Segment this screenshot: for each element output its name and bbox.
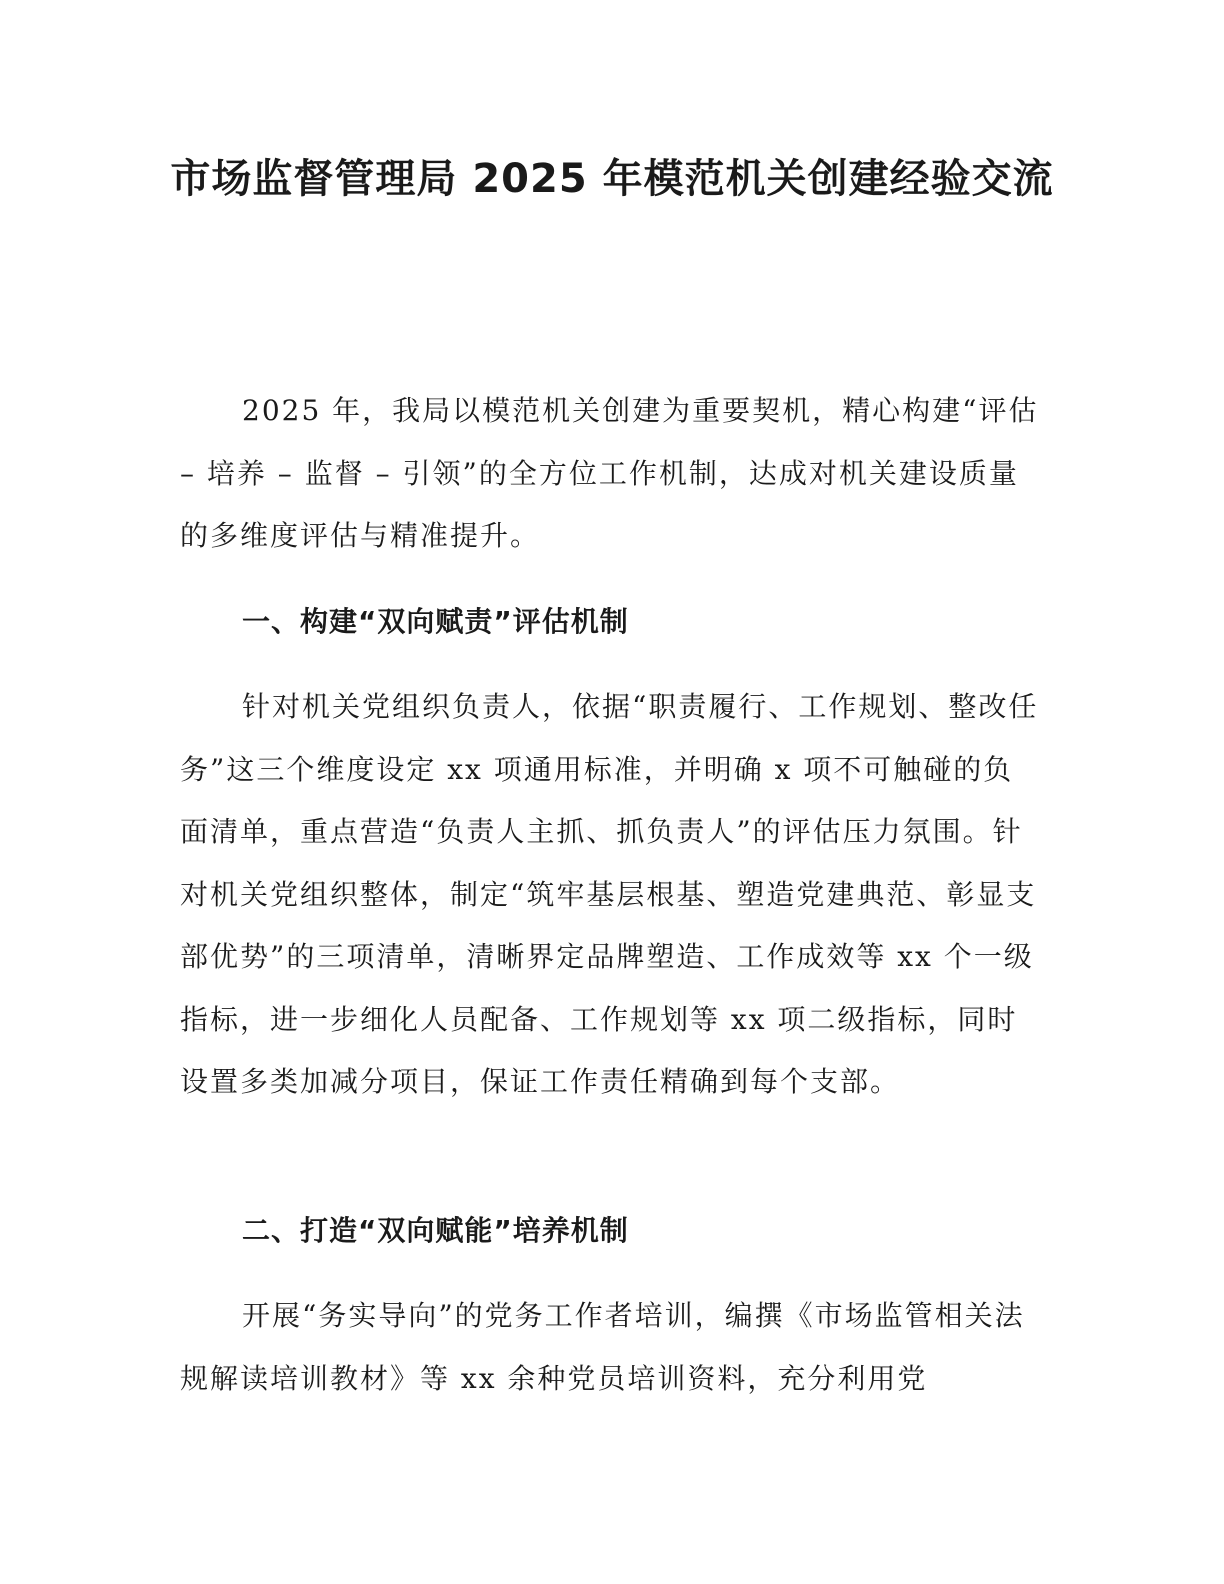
- section-1-heading: 一、构建“双向赋责”评估机制: [242, 605, 629, 638]
- section-1-paragraph: 针对机关党组织负责人，依据“职责履行、工作规划、整改任务”这三个维度设定 xx 项通用标准，并明确 x 项不可触碰的负面清单，重点营造“负责人主抓、抓负责人”的评估压力氛围。针对机关党组织整体，制定“筑牢基层根基、塑造党建典范、彰显支部优势”的三项清单，清晰界定品牌塑造、工作成效等 xx 个一级指标，进一步细化人员配备、工作规划等 xx 项二级指标，同时设置多类加减分项目，保证工作责任精确到每个支部。: [180, 690, 1039, 1098]
- section-2-paragraph: 开展“务实导向”的党务工作者培训，编撰《市场监管相关法规解读培训教材》等 xx 余种党员培训资料，充分利用党: [180, 1299, 1025, 1395]
- intro-paragraph: 2025 年，我局以模范机关创建为重要契机，精心构建“评估 – 培养 – 监督 – 引领”的全方位工作机制，达成对机关建设质量的多维度评估与精准提升。: [180, 394, 1039, 552]
- section-2-heading: 二、打造“双向赋能”培养机制: [242, 1214, 629, 1247]
- document-title: 市场监督管理局 2025 年模范机关创建经验交流: [170, 156, 1054, 202]
